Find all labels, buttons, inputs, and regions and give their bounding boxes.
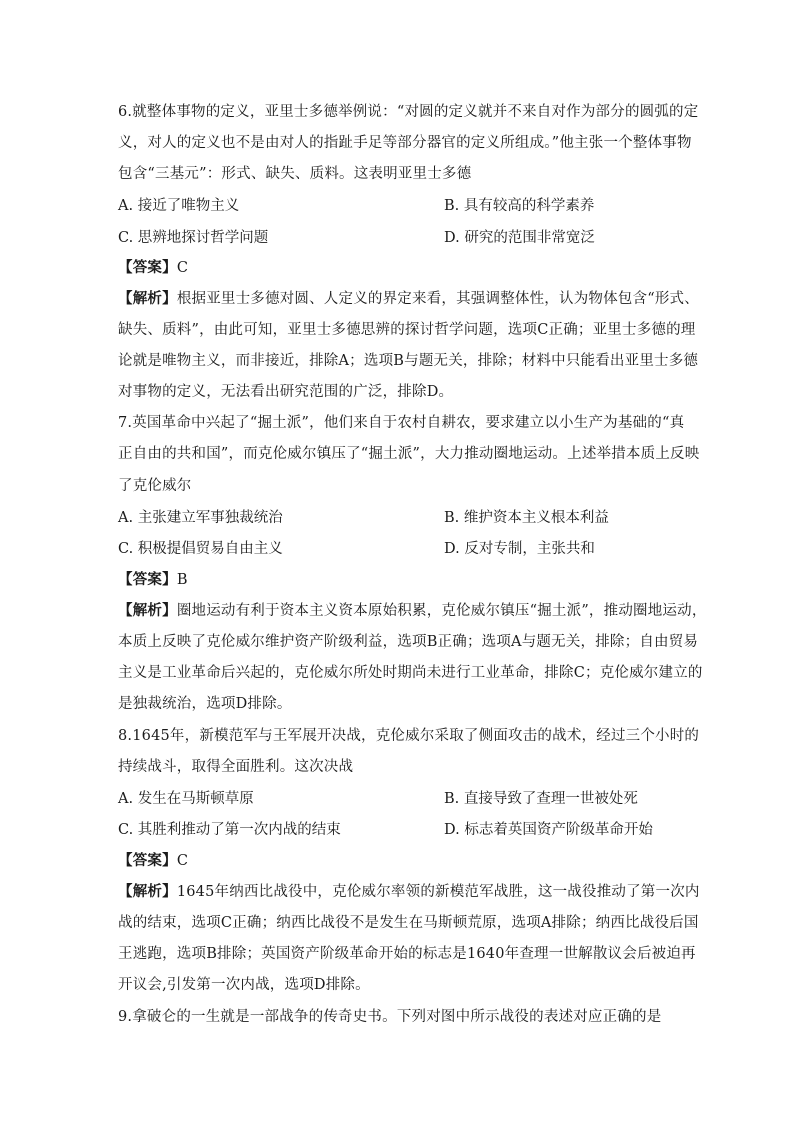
- q6-option-b: B. 具有较高的科学素养: [444, 198, 595, 214]
- q8-option-b: B. 直接导致了查理一世被处死: [444, 791, 638, 807]
- answer-label: 【答案】: [118, 259, 177, 276]
- q6-analysis-line-4: 对事物的定义，无法看出研究范围的广泛，排除D。: [118, 384, 454, 400]
- q8-analysis-line-3: 王逃跑，选项B排除；英国资产阶级革命开始的标志是1640年查理一世解散议会后被迫再: [118, 946, 696, 962]
- q6-stem-line-1: 6.就整体事物的定义，亚里士多德举例说：“对圆的定义就并不来自对作为部分的圆弧的定: [118, 104, 699, 120]
- q6-analysis-line-2: 缺失、质料”，由此可知，亚里士多德思辨的探讨哲学问题，选项C正确；亚里士多德的理: [118, 322, 696, 338]
- q8-answer: [118, 851, 188, 871]
- q7-stem-line-2: 正自由的共和国”，而克伦威尔镇压了“掘土派”，大力推动圈地运动。上述举措本质上反映: [118, 446, 700, 462]
- q7-analysis-line-2: 本质上反映了克伦威尔维护资产阶级利益，选项B正确；选项A与题无关，排除；自由贸易: [118, 634, 699, 650]
- q8-analysis-line-2: 战的结束，选项C正确；纳西比战役不是发生在马斯顿荒原，选项A排除；纳西比战役后国: [118, 915, 699, 931]
- q6-stem-line-3: 包含“三基元”：形式、缺失、质料。这表明亚里士多德: [118, 166, 472, 182]
- q7-stem-line-1: 7.英国革命中兴起了“掘土派”，他们来自于农村自耕农，要求建立以小生产为基础的“真: [118, 415, 685, 431]
- q8-stem-line-2: 持续战斗，取得全面胜利。这次决战: [118, 759, 354, 775]
- answer-value: B: [176, 572, 188, 588]
- q7-option-d: D. 反对专制，主张共和: [444, 541, 595, 557]
- q7-analysis-line-4: 是独裁统治，选项D排除。: [118, 696, 292, 712]
- q8-option-d: D. 标志着英国资产阶级革命开始: [444, 822, 653, 838]
- analysis-text: 1645年纳西比战役中，克伦威尔率领的新模范军战胜，这一战役推动了第一次内: [176, 884, 700, 900]
- analysis-text: 圈地运动有利于资本主义资本原始积累，克伦威尔镇压“掘土派”，推动圈地运动，: [176, 603, 707, 619]
- answer-label: 【答案】: [118, 571, 177, 588]
- q9-stem-line-1: 9.拿破仑的一生就是一部战争的传奇史书。下列对图中所示战役的表述对应正确的是: [118, 1009, 662, 1025]
- q7-stem-line-3: 了克伦威尔: [118, 478, 192, 494]
- q6-analysis-line-3: 论就是唯物主义，而非接近，排除A；选项B与题无关，排除；材料中只能看出亚里士多德: [118, 353, 699, 369]
- q8-option-a: A. 发生在马斯顿草原: [118, 791, 254, 807]
- q6-option-a: A. 接近了唯物主义: [118, 198, 240, 214]
- q6-answer: [118, 258, 188, 278]
- q7-analysis-line-3: 主义是工业革命后兴起的，克伦威尔所处时期尚未进行工业革命，排除C；克伦威尔建立的: [118, 665, 703, 681]
- analysis-label: 【解析】: [118, 290, 177, 307]
- q8-analysis-line-1: [118, 882, 700, 902]
- answer-value: C: [176, 260, 189, 276]
- q8-analysis-line-4: 开议会,引发第一次内战，选项D排除。: [118, 977, 370, 993]
- analysis-label: 【解析】: [118, 883, 177, 900]
- analysis-text: 根据亚里士多德对圆、人定义的界定来看，其强调整体性，认为物体包含“形式、: [176, 291, 699, 307]
- q8-stem-line-1: 8.1645年，新模范军与王军展开决战，克伦威尔采取了侧面攻击的战术，经过三个小时的: [118, 728, 700, 744]
- q7-option-a: A. 主张建立军事独裁统治: [118, 510, 283, 526]
- q8-option-c: C. 其胜利推动了第一次内战的结束: [118, 822, 341, 838]
- q7-option-c: C. 积极提倡贸易自由主义: [118, 541, 283, 557]
- analysis-label: 【解析】: [118, 602, 177, 619]
- q7-analysis-line-1: [118, 601, 707, 621]
- q6-option-c: C. 思辨地探讨哲学问题: [118, 230, 269, 246]
- answer-value: C: [176, 853, 189, 869]
- q6-stem-line-2: 义，对人的定义也不是由对人的指趾手足等部分器官的定义所组成。”他主张一个整体事物: [118, 135, 692, 151]
- q6-analysis-line-1: [118, 289, 699, 309]
- answer-label: 【答案】: [118, 852, 177, 869]
- q7-option-b: B. 维护资本主义根本利益: [444, 510, 609, 526]
- q7-answer: [118, 570, 188, 590]
- q6-option-d: D. 研究的范围非常宽泛: [444, 230, 595, 246]
